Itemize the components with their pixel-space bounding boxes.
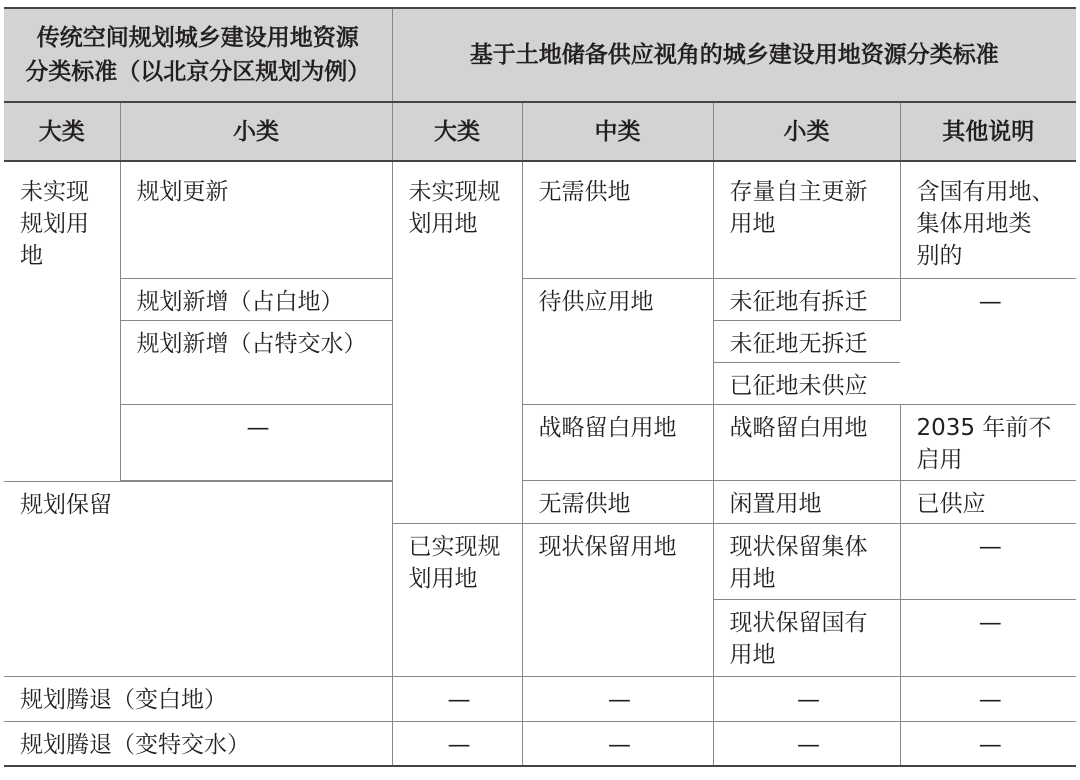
- right-header-title: 基于土地储备供应视角的城乡建设用地资源分类标准: [392, 8, 1076, 102]
- cell-sub-current-collective: [713, 523, 900, 599]
- cell-dash: —: [392, 721, 522, 766]
- land-classification-table: [4, 7, 1076, 767]
- cell-dash: —: [713, 721, 900, 766]
- table-row: [4, 481, 1076, 523]
- cell-text: 集体用地类: [916, 211, 1032, 237]
- cell-text: 用地: [729, 211, 776, 237]
- cell-text: 地: [20, 243, 43, 269]
- cell-note-strategic: [900, 404, 1076, 480]
- cell-note-current-state: —: [900, 599, 1076, 676]
- cell-mid-current: 现状保留用地: [522, 523, 713, 676]
- cell-plan-new-white: 规划新增（占白地）: [120, 278, 392, 320]
- table-row: [4, 676, 1076, 721]
- cell-dash: —: [713, 676, 900, 721]
- cell-unrealized-major-right: [392, 161, 522, 523]
- cell-text: 现状保留集体: [729, 533, 868, 560]
- cell-note-idle: 已供应: [900, 481, 1076, 523]
- cell-sub-strategic: 战略留白用地: [713, 404, 900, 480]
- cell-text: 已实现规: [408, 533, 501, 560]
- cell-dash: —: [522, 676, 713, 721]
- cell-text: 划用地: [408, 211, 478, 237]
- cell-text: 未实现规: [408, 179, 501, 205]
- col-header-right-note: 其他说明: [900, 102, 1076, 161]
- cell-realized-major: [392, 523, 522, 676]
- cell-text: 现状保留国有: [729, 609, 868, 636]
- cell-note-self-update: [900, 161, 1076, 278]
- cell-plan-update: 规划更新: [120, 161, 392, 278]
- cell-mid-no-supply: 无需供地: [522, 161, 713, 278]
- cell-mid-no-supply-2: 无需供地: [522, 481, 713, 523]
- cell-text: 别的: [916, 243, 963, 269]
- cell-dash: —: [900, 676, 1076, 721]
- cell-sub-pending-1: 未征地有拆迁: [713, 278, 900, 320]
- table-row: [4, 404, 1076, 480]
- col-header-right-mid: 中类: [522, 102, 713, 161]
- cell-text: 启用: [916, 446, 963, 473]
- cell-mid-strategic: 战略留白用地: [522, 404, 713, 480]
- cell-plan-exit-white: 规划腾退（变白地）: [4, 676, 392, 721]
- cell-unrealized-major-left: [4, 161, 120, 481]
- cell-note-pending: —: [900, 278, 1076, 404]
- left-header-line-1: 传统空间规划城乡建设用地资源: [36, 25, 359, 51]
- table-row: [4, 721, 1076, 766]
- col-header-left-minor: 小类: [120, 102, 392, 161]
- cell-sub-pending-3: 已征地未供应: [713, 362, 900, 404]
- cell-sub-idle: 闲置用地: [713, 481, 900, 523]
- cell-plan-retain: 规划保留: [4, 481, 392, 676]
- cell-sub-pending-2: 未征地无拆迁: [713, 320, 900, 362]
- cell-text: 划用地: [408, 565, 478, 592]
- left-header-title: [4, 8, 392, 102]
- col-header-right-major: 大类: [392, 102, 522, 161]
- cell-text: 用地: [729, 565, 776, 592]
- cell-note-current-collective: —: [900, 523, 1076, 599]
- cell-left-minor-dash: —: [120, 404, 392, 480]
- header-row-1: [4, 8, 1076, 102]
- table-row: [4, 278, 1076, 320]
- cell-dash: —: [978, 731, 1002, 758]
- cell-text: 规划用: [20, 211, 89, 237]
- cell-text: 用地: [729, 641, 776, 668]
- cell-sub-self-update: [713, 161, 900, 278]
- col-header-right-minor: 小类: [713, 102, 900, 161]
- cell-text: 含国有用地、: [916, 179, 1055, 205]
- cell-dash: —: [522, 721, 713, 766]
- cell-dash: —: [392, 676, 522, 721]
- cell-plan-exit-special: 规划腾退（变特交水）: [4, 721, 392, 766]
- cell-text: 存量自主更新: [729, 179, 868, 205]
- left-header-line-2: 分类标准（以北京分区规划为例）: [25, 59, 371, 85]
- header-row-2: [4, 102, 1076, 161]
- cell-plan-new-special: 规划新增（占特交水）: [120, 320, 392, 404]
- cell-text: 未实现: [20, 179, 89, 205]
- cell-text: 2035 年前不: [916, 414, 1052, 441]
- cell-sub-current-state: [713, 599, 900, 676]
- cell-mid-pending: 待供应用地: [522, 278, 713, 404]
- col-header-left-major: 大类: [4, 102, 120, 161]
- table-row: [4, 161, 1076, 278]
